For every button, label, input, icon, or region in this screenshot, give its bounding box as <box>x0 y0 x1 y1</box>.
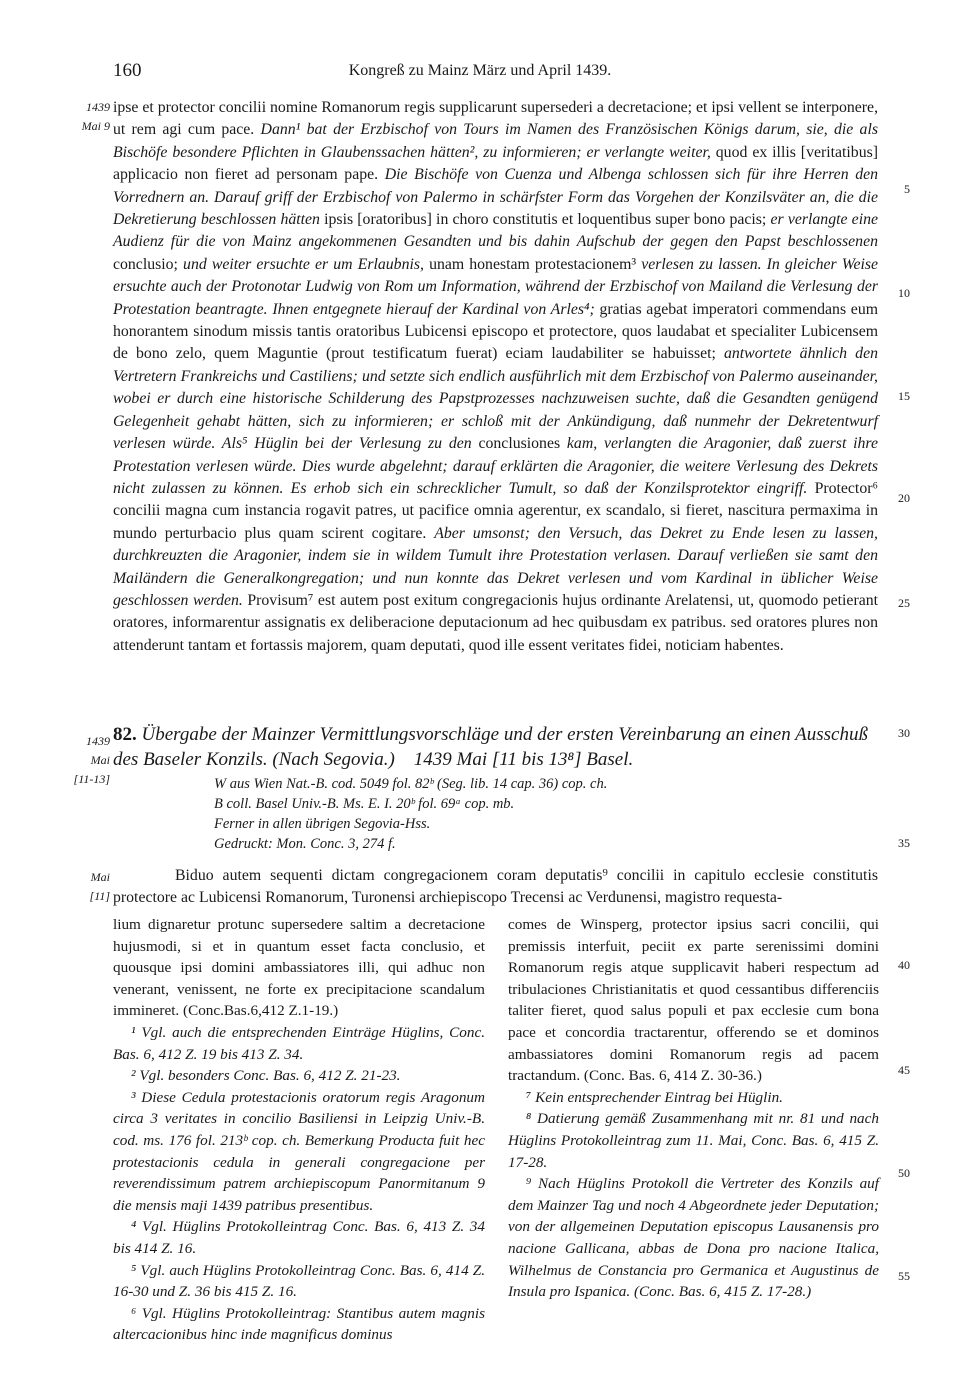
line-number: 10 <box>898 286 910 300</box>
line-number: 15 <box>898 389 910 403</box>
line-number: 25 <box>898 596 910 610</box>
source-entry: Gedruckt: Mon. Conc. 3, 274 f. <box>214 836 396 852</box>
footnote: ³ Diese Cedula protestacionis oratorum regis Aragonum circa 3 veritates in concilio Basiliensi in Leipzig Univ.-B. cod. ms. 176 fol. 213ᵇ cop. ch. Bemerkung Producta fuit hec protestacionis cedula in generali congregacione per reverendissimum patrem archiepiscopum Panormitanum 9 die mensis maji 1439 patribus presentibus. <box>113 1088 485 1214</box>
latin-text: conclusiones <box>478 435 561 453</box>
margin-date-doc: 1439 Mai [11-13] <box>73 734 110 786</box>
latin-text: quod ex illis [veritatibus] applicacio non fieret ad personam pape. <box>113 143 879 184</box>
running-title: Kongreß zu Mainz März und April 1439. <box>348 62 612 79</box>
line-number: 30 <box>898 726 910 740</box>
right-column <box>508 914 879 1303</box>
document-title: Übergabe der Mainzer Vermittlungsvorschläge und der ersten Vereinbarung an einen Ausschuß des Baseler Konzils. (Nach Segovia.) <box>113 724 868 770</box>
document-heading <box>113 722 883 772</box>
line-number: 50 <box>898 1166 910 1180</box>
footnotes-left <box>113 1022 485 1346</box>
source-list <box>214 774 607 854</box>
line-number: 40 <box>898 958 910 972</box>
latin-text: gratias agebat imperatori commendans eum honorantem sinodum missis tantis oratoribus Lubicensi episcopo et protectore, quos laudabat et specialiter Lubicensem de bono zelo, quem Maguntie (prout testificatum fuerat) eciam laudabiliter se habuisset; <box>113 300 878 363</box>
page-number: 160 <box>113 60 142 81</box>
latin-text: Provisum⁷ est autem post exitum congregacionis hujus ordinante Arelatensi, ut, quomodo petierant oratores, informarentur assignatis ex deliberacione deputacionum ad hec quibusdam ex patribus. sed oratores plures non attenderunt tantam et fortassis majorem, quam deputati, quod ille essent veritates fidei, noticiam habentes. <box>113 591 879 654</box>
footnotes-right <box>508 1087 879 1303</box>
latin-text: ipsis [oratoribus] in choro constitutis et loquentibus super bono pacis; <box>324 211 767 229</box>
latin-text: Protector⁶ concilii magna cum instancia rogavit patres, ut pacifice omnia agerentur, ex scandalo, si fieret, nascitura permaxima in mundo perturbacio plus quam scirent cogitare. <box>113 479 878 542</box>
footnote: ⁹ Nach Hüglins Protokoll die Vertreter des Konzils auf dem Mainzer Tag und noch 4 Abgeordnete jeder Deputation; von der allgemeinen Deputation episcopus Lausanensis pro nacione Gallicana, abbas de Dona pro nacione Italica, Wilhelmus de Constancia pro Germanica et Augustinus de Insula pro Ispanica. (Conc. Bas. 6, 415 Z. 17-28.) <box>508 1175 879 1301</box>
line-number: 55 <box>898 1269 910 1283</box>
latin-text: unam honestam protestacionem³ <box>429 255 637 273</box>
german-summary: kam, verlangten die Aragonier, daß zuerst ihre Protestation verlesen würde. Dies wurde abgelehnt; darauf erklärten die Aragonier, die weitere Verlesung des Dekrets nicht zulassen zu können. Es erhob sich ein schrecklicher Tumult, so daß der Konzilsprotektor eingriff. <box>113 435 878 497</box>
source-entry: W aus Wien Nat.-B. cod. 5049 fol. 82ᵇ (Seg. lib. 14 cap. 36) cop. ch. <box>214 776 608 792</box>
german-summary: Aber umsonst; den Versuch, das Dekret zu Ende lesen zu lassen, durchkreuzten die Aragonier, indem sie in wildem Tumult ihre Protestation verlasen. Darauf verließen sie samt den Mailändern die Generalkongregation; und nun konnte das Dekret verlesen und vom Kardinal in üblicher Weise geschlossen werden. <box>113 524 878 609</box>
margin-date-para: Mai [11] <box>89 870 110 903</box>
right-column-text: comes de Winsperg, protector ipsius sacri concilii, qui premissis interfuit, peciit ex parte serenissimi domini Romanorum regis atque supplicavit haberi respectum ad tribulaciones Christianitatis et quod cessantibus differenciis taliter fieret, quod salus populi et pax ecclesie cum bona pace et concordia tractarentur, offerendo se et dominos ambassiatores domini Romanorum regis ad pacem tractandum. (Conc. Bas. 6, 414 Z. 30-36.) <box>508 916 879 1085</box>
german-summary: antwortete ähnlich den Vertretern Frankreichs und Castiliens; und setzte sich endlich ausführlich mit dem Erzbischof von Palermo auseinander, wobei er durch eine historische Schilderung des Papstprozesses nachzuweisen suchte, daß die Gesandten genügend Gelegenheit gehabt hätten, sich zu informieren; er schloß mit der Ankündigung, daß nunmehr der Dekretentwurf verlesen würde. Als⁵ Hüglin bei der Verlesung zu den <box>113 345 878 453</box>
line-number: 45 <box>898 1063 910 1077</box>
line-number: 35 <box>898 836 910 850</box>
footnote: ¹ Vgl. auch die entsprechenden Einträge Hüglins, Conc. Bas. 6, 412 Z. 19 bis 413 Z. 34. <box>113 1023 485 1063</box>
german-summary: Dann¹ bat der Erzbischof von Tours im Namen des Französischen Königs darum, sie, die als Bischöfe besondere Pflichten in Glaubenssachen hätten², zu informieren; er verlangte weiter, <box>113 121 878 161</box>
line-number: 20 <box>898 491 910 505</box>
german-summary: Die Bischöfe von Cuenza und Albenga schlossen sich für ihre Herren den Vorrednern an. Darauf griff der Erzbischof von Palermo in schärfster Form das Vorgehen der Konzilsväter an, die die Dekretierung beschlossen hätten <box>113 166 879 229</box>
margin-date-top: 1439 Mai 9 <box>81 100 110 133</box>
german-summary: und weiter ersuchte er um Erlaubnis, <box>183 255 424 273</box>
left-column <box>113 914 485 1346</box>
document-text: Biduo autem sequenti dictam congregacionem coram deputatis⁹ concilii in capitulo ecclesie constitutis protectore ac Lubicensi Romanorum, Turonensi archiepiscopo Trecensi ac Verdunensi, magistro requesta- <box>113 867 878 907</box>
latin-text: conclusio; <box>113 255 178 273</box>
latin-text: ipse et protector concilii nomine Romanorum regis supplicarunt supersederi a decretacione; et ipsi vellent se interponere, ut rem agi cum pace. <box>113 99 879 139</box>
footnote: ² Vgl. besonders Conc. Bas. 6, 412 Z. 21-23. <box>131 1067 401 1085</box>
footnote: ⁵ Vgl. auch Hüglins Protokolleintrag Conc. Bas. 6, 414 Z. 16-30 und Z. 36 bis 415 Z. 16. <box>113 1261 485 1301</box>
document-number: 82. <box>113 724 137 745</box>
footnote: ⁴ Vgl. Hüglins Protokolleintrag Conc. Bas. 6, 413 Z. 34 bis 414 Z. 16. <box>113 1218 485 1257</box>
source-entry: Ferner in allen übrigen Segovia-Hss. <box>214 816 431 832</box>
line-number: 5 <box>904 182 910 196</box>
footnote: ⁶ Vgl. Hüglins Protokolleintrag: Stantibus autem magnis altercacionibus hinc inde magnificus dominus <box>113 1304 485 1344</box>
footnote: ⁸ Datierung gemäß Zusammenhang mit nr. 81 und nach Hüglins Protokolleintrag zum 11. Mai, Conc. Bas. 6, 415 Z. 17-28. <box>508 1110 879 1171</box>
footnote: ⁷ Kein entsprechender Eintrag bei Hüglin. <box>526 1088 783 1106</box>
german-summary: er verlangte eine Audienz für die von Mainz angekommenen Gesandten und bis dahin Aufschub der gegen den Papst beschlossenen <box>113 211 878 251</box>
main-text <box>113 97 878 657</box>
left-column-text: lium dignaretur protunc supersedere saltim a decretacione hujusmodi, si et in quantum esset facta conclusio, et quousque ipsi domini ambassiatores illi, qui adhuc non venerant, venissent, ne forte ex precipitacione scandalum immineret. (Conc.Bas.6,412 Z.1-19.) <box>113 916 485 1020</box>
source-entry: B coll. Basel Univ.-B. Ms. E. I. 20ᵇ fol. 69ᵃ cop. mb. <box>214 796 515 812</box>
document-date: 1439 Mai [11 bis 13⁸] Basel. <box>413 749 634 770</box>
german-summary: verlesen zu lassen. In gleicher Weise ersuchte auch der Protonotar Ludwig von Rom um Information, während der Erzbischof von Mailand die Verlesung der Protestation beantragte. Ihnen entgegnete hierauf der Kardinal von Arles⁴; <box>113 255 879 318</box>
